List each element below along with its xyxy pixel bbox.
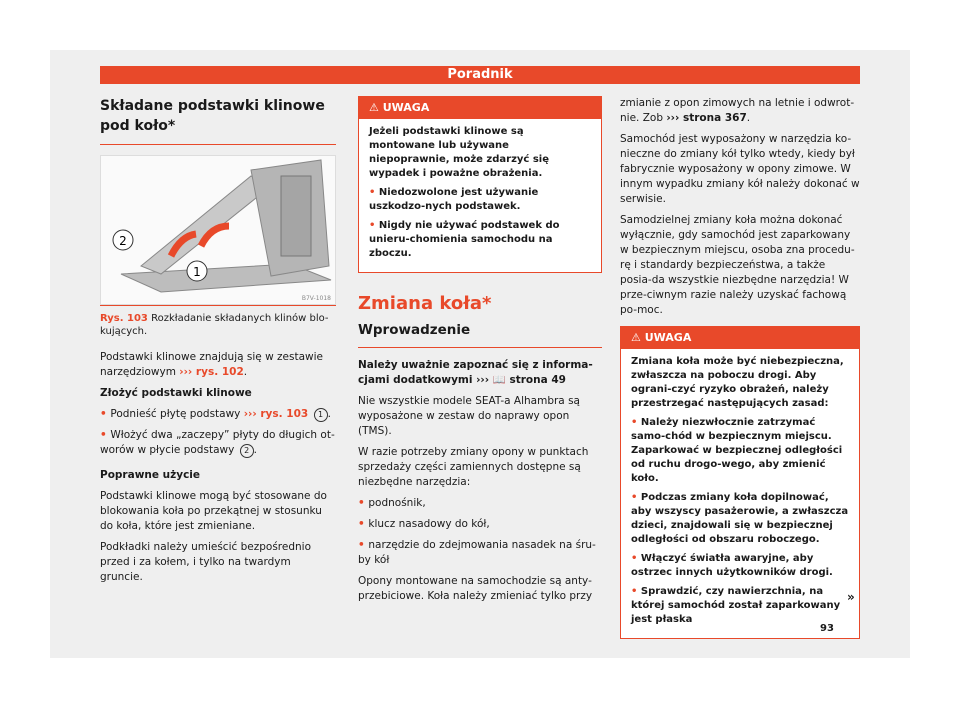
subheading: Złożyć podstawki klinowe: [100, 387, 252, 399]
paragraph: [100, 350, 336, 380]
paragraph: Podstawki klinowe mogą być stosowane do blokowania koła po przekątnej w stosunku do koła, które jest zmieniane.: [100, 490, 327, 532]
figure-code: B7V-1018: [301, 295, 331, 302]
continue-mark: »: [847, 590, 855, 604]
list-item: [100, 428, 336, 458]
page-number: 93: [820, 623, 834, 634]
column-3: [620, 96, 860, 639]
list-item: • narzędzie do zdejmowania nasadek na śru-by kół: [358, 538, 602, 568]
callout-number: 1: [314, 408, 328, 422]
section-title: Składane podstawki klinowe pod koło*: [100, 98, 325, 134]
warning-box: [620, 326, 860, 639]
caption-ref: Rys. 103: [100, 313, 148, 324]
paragraph: Nie wszystkie modele SEAT-a Alhambra są wyposażone w zestaw do naprawy opon (TMS).: [358, 395, 580, 437]
warning-box: [358, 96, 602, 273]
subheading: Poprawne użycie: [100, 469, 201, 481]
warning-label: UWAGA: [644, 331, 692, 344]
cross-ref-link[interactable]: ››› rys. 102: [179, 366, 244, 378]
title-rule: [100, 144, 336, 145]
warning-header: [621, 327, 859, 349]
warning-list-item: • Nigdy nie używać podstawek do unieru-chomienia samochodu na zboczu.: [369, 219, 591, 261]
paragraph: Samodzielnej zmiany koła można dokonać wyłącznie, gdy samochód jest zaparkowany w bezpiecznym miejscu, osoba zna procedu-rę i standardy bezpieczeństwa, a także posia-da wszystkie niezbędne narzędzia! W prze-ciwnym razie należy uzyskać fachową po-moc.: [620, 214, 855, 316]
warning-text: Jeżeli podstawki klinowe są montowane lub używane niepoprawnie, może zdarzyć się wypadek i poważne obrażenia.: [369, 126, 549, 179]
text: Podnieść płytę podstawy: [110, 408, 241, 420]
warning-list-item: • Podczas zmiany koła dopilnować, aby wszyscy pasażerowie, a zwłaszcza dzieci, znajdowali się w bezpiecznej odległości od obszaru roboczego.: [631, 491, 849, 547]
warning-header: [359, 97, 601, 119]
page-link[interactable]: strona 49: [509, 374, 566, 386]
warning-body: [621, 349, 859, 638]
paragraph: W razie potrzeby zmiany opony w punktach sprzedaży części zamiennych dostępne są niezbędne narzędzia:: [358, 446, 589, 488]
text: .: [253, 444, 257, 456]
figure-caption: [100, 312, 336, 338]
caption-text: Rozkładanie składanych klinów blo-kujących.: [100, 313, 329, 337]
warning-icon: ⚠: [631, 331, 641, 344]
warning-label: UWAGA: [382, 101, 430, 114]
warning-list-item: • Sprawdzić, czy nawierzchnia, na której samochód został zaparkowany jest płaska: [631, 585, 849, 627]
column-2: [358, 96, 602, 610]
callout-number: 2: [240, 444, 254, 458]
list-item: • klucz nasadowy do kół,: [358, 517, 602, 532]
warning-list-item: • Włączyć światła awaryjne, aby ostrzec innych użytkowników drogi.: [631, 552, 849, 580]
warning-icon: ⚠: [369, 101, 379, 114]
page-header: Poradnik: [100, 66, 860, 84]
chapter-title: Zmiana koła*: [358, 293, 492, 314]
text: Włożyć dwa „zaczepy” płyty do długich ot-worów w płycie podstawy: [100, 429, 335, 456]
figure-label-2: 2: [119, 234, 127, 248]
wheel-chock-illustration: [101, 156, 335, 304]
book-icon: 📖: [492, 374, 506, 386]
text: .: [243, 366, 248, 378]
cross-ref-link[interactable]: ››› rys. 103: [243, 408, 309, 420]
text: zmianie z opon zimowych na letnie i odwrot-nie. Zob: [620, 97, 855, 124]
paragraph: Samochód jest wyposażony w narzędzia ko-nieczne do zmiany kół tylko wtedy, kiedy był fabrycznie wyposażony w opony zimowe. W innym wypadku zmiany kół należy dokonać w serwisie.: [620, 133, 860, 205]
paragraph: [358, 358, 602, 388]
paragraph: Opony montowane na samochodzie są anty-przebiciowe. Koła należy zmieniać tylko przy: [358, 575, 593, 602]
paragraph: Podkładki należy umieścić bezpośrednio przed i za kołem, i tylko na twardym gruncie.: [100, 541, 312, 583]
paragraph: [620, 96, 860, 126]
text: .: [327, 408, 331, 420]
subsection-title: Wprowadzenie: [358, 322, 471, 338]
warning-body: [359, 119, 601, 272]
list-item: [100, 407, 336, 422]
warning-list-item: • Należy niezwłocznie zatrzymać samo-chód w bezpiecznym miejscu. Zaparkować w bezpiecznej odległości od ruchu drogo-wego, aby zmienić koło.: [631, 416, 849, 486]
warning-list-item: • Niedozwolone jest używanie uszkodzo-nych podstawek.: [369, 186, 591, 214]
text: Podstawki klinowe znajdują się w zestawie narzędziowym: [100, 351, 323, 378]
column-1: [100, 96, 336, 591]
warning-text: Zmiana koła może być niebezpieczna, zwłaszcza na poboczu drogi. Aby ograni-czyć ryzyko obrażeń, należy przestrzegać następujących zasad:: [631, 356, 844, 409]
subtitle-rule: [358, 347, 602, 348]
figure-wheel-chocks: [100, 155, 336, 305]
text: .: [746, 112, 751, 124]
figure-label-1: 1: [193, 265, 201, 279]
list-item: • podnośnik,: [358, 496, 602, 511]
text: Należy uważnie zapoznać się z informa-cjami dodatkowymi ›››: [358, 359, 593, 386]
cross-ref-link[interactable]: ››› strona 367: [666, 112, 747, 124]
